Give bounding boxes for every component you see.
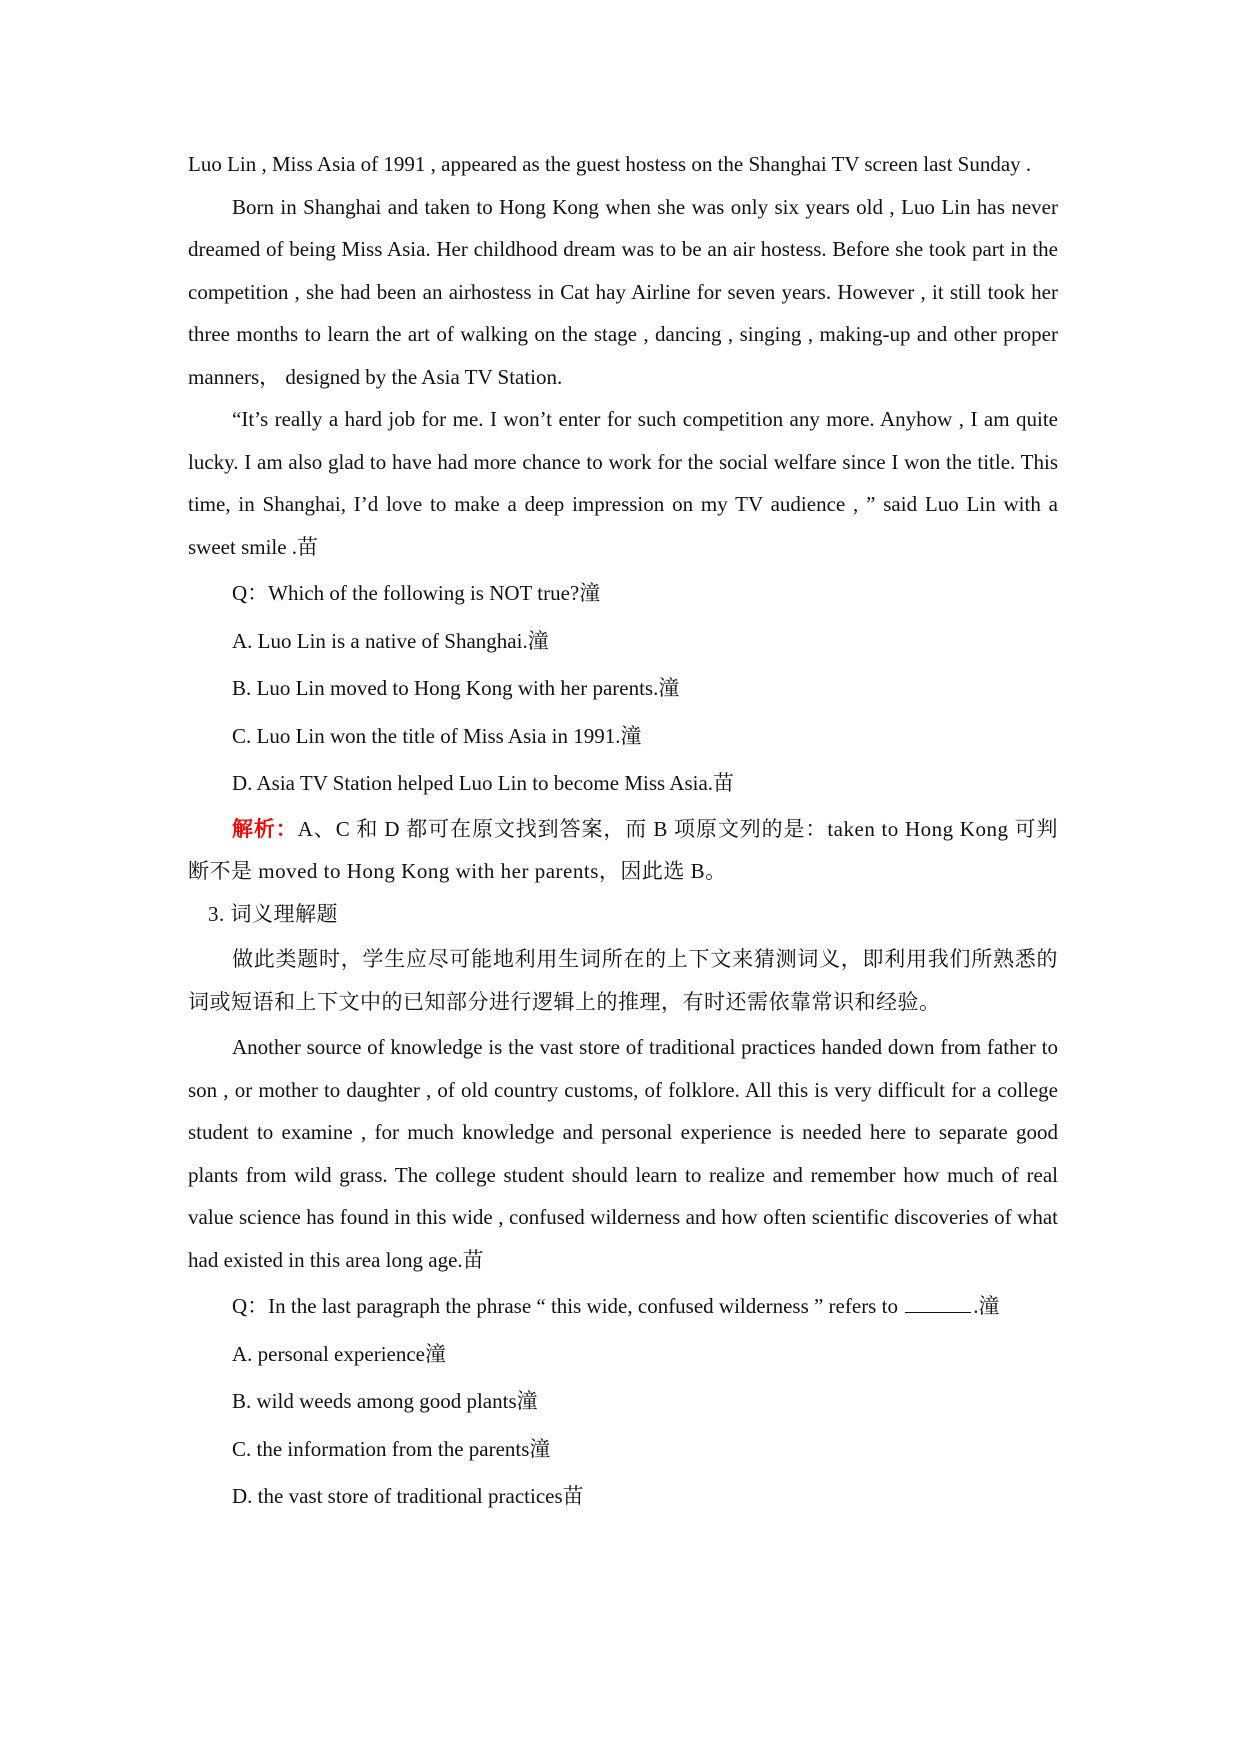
question1-option-d: D. Asia TV Station helped Luo Lin to become Miss Asia.苗 bbox=[232, 771, 735, 795]
document-page bbox=[188, 143, 1058, 1518]
question2-option-a: A. personal experience潼 bbox=[232, 1341, 446, 1366]
passage1-paragraph-3: “It’s really a hard job for me. I won’t enter for such competition any more. Anyhow , I am quite lucky. I am also glad to have had more chance to work for the social welfare since I won the title. This time, in Shanghai, I’d love to make a deep impression on my TV audience , ” said Luo Lin with a sweet smile .苗 bbox=[188, 407, 1058, 559]
passage2-paragraph: Another source of knowledge is the vast store of traditional practices handed down from father to son , or mother to daughter , of old country customs, of folklore. All this is very difficult for a college student to examine , for much knowledge and personal experience is needed here to separate good plants from wild grass. The college student should learn to realize and remember how much of real value science has found in this wide , confused wilderness and how often scientific discoveries of what had existed in this area long age.苗 bbox=[188, 1035, 1058, 1272]
question2-option-d: D. the vast store of traditional practices苗 bbox=[232, 1484, 584, 1508]
question2-option-c: C. the information from the parents潼 bbox=[232, 1436, 551, 1461]
question2-option-b: B. wild weeds among good plants潼 bbox=[232, 1389, 538, 1413]
question1-option-c: C. Luo Lin won the title of Miss Asia in 1991.潼 bbox=[232, 723, 642, 748]
section3-heading: 3. 词义理解题 bbox=[208, 901, 338, 926]
question2-stem-end: .潼 bbox=[973, 1294, 1000, 1318]
question1-option-a: A. Luo Lin is a native of Shanghai.潼 bbox=[232, 628, 549, 653]
question1-option-b: B. Luo Lin moved to Hong Kong with her parents.潼 bbox=[232, 676, 680, 700]
answer-blank bbox=[905, 1292, 971, 1313]
question1-stem: Q：Which of the following is NOT true?潼 bbox=[232, 581, 601, 605]
question2-stem-text: Q：In the last paragraph the phrase “ this wide, confused wilderness ” refers to bbox=[232, 1294, 898, 1318]
analysis-text: A、C 和 D 都可在原文找到答案，而 B 项原文列的是：taken to Hong Kong 可判断不是 moved to Hong Kong with her parents，因此选 B。 bbox=[188, 816, 1059, 883]
passage1-paragraph-1: Luo Lin , Miss Asia of 1991 , appeared as the guest hostess on the Shanghai TV screen last Sunday . bbox=[188, 152, 1032, 176]
question2-stem bbox=[188, 1285, 1058, 1328]
section3-intro: 做此类题时，学生应尽可能地利用生词所在的上下文来猜测词义，即利用我们所熟悉的词或短语和上下文中的已知部分进行逻辑上的推理，有时还需依靠常识和经验。 bbox=[188, 947, 1058, 1014]
analysis-label: 解析： bbox=[232, 816, 298, 841]
passage1-paragraph-2: Born in Shanghai and taken to Hong Kong when she was only six years old , Luo Lin has never dreamed of being Miss Asia. Her childhood dream was to be an air hostess. Before she took part in the competition , she had been an airhostess in Cat hay Airline for seven years. However , it still took her three months to learn the art of walking on the stage , dancing , singing , making-up and other proper manners， designed by the Asia TV Station. bbox=[188, 194, 1058, 389]
question1-analysis bbox=[188, 808, 1058, 893]
